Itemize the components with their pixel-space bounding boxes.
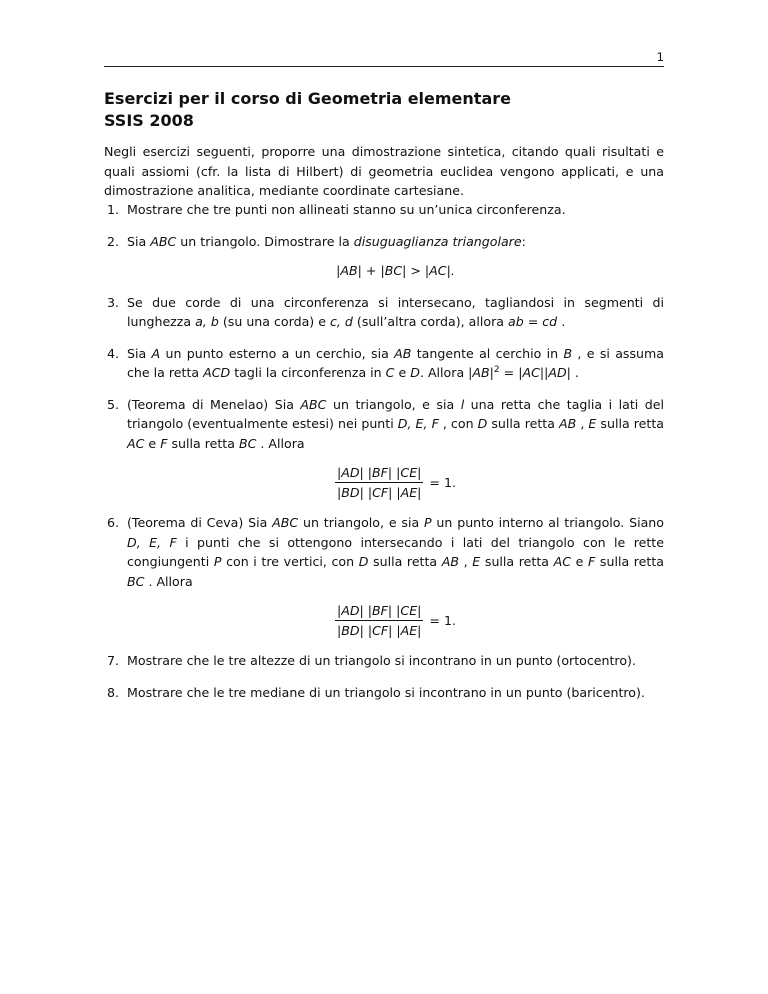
exercise-text-part: , con [438,416,478,431]
exercise-text-part: e [394,365,411,380]
title-line-1: Esercizi per il corso di Geometria elementare [104,89,511,108]
math-inline: F [160,435,168,451]
fraction-numerator: |AD| |BF| |CE| [335,464,423,483]
math-inline: ABC [150,233,177,249]
exercise-8 [104,683,664,703]
fraction [335,602,423,639]
exercise-text-part: sulla retta [487,416,559,431]
math-inline: |AB| [468,365,494,380]
exercise-text-part: , [459,554,473,569]
exercise-6 [104,513,664,639]
exercise-number: 8. [107,684,120,700]
exercise-3 [104,293,664,332]
exercise-text-part: (Teorema di Menelao) Sia [127,396,301,412]
exercise-text-part: un punto interno al triangolo. Siano [431,515,664,530]
math-inline: l [460,396,465,412]
exercise-text-part: e [571,554,589,569]
page-number: 1 [656,50,664,64]
fraction-denominator: |BD| |CF| |AE| [337,485,422,500]
fraction-equation [335,464,456,501]
exercise-text-part: , e si assuma che la retta [127,345,665,380]
math-inline: ABC [300,396,327,412]
math-inline: C [385,365,395,380]
math-inline: = |AC||AD| [499,365,571,380]
exercise-text-part: . Allora [419,365,469,380]
fraction-rhs: = 1. [429,612,456,628]
exercise-text-part: (su una corda) e [218,314,330,329]
exercise-text-part: un triangolo, e sia [326,396,461,412]
math-inline: D, E, F [127,534,177,550]
exercise-text-part: , [576,416,589,431]
exercise-1 [104,200,664,220]
fraction-denominator: |BD| |CF| |AE| [337,623,422,638]
exercise-text-part: con i tre vertici, con [221,554,359,569]
math-inline: AB [441,554,460,569]
fraction-rhs: = 1. [429,474,456,490]
exercise-text-part: sulla retta [595,554,665,569]
exercise-text-part: sulla retta [167,435,239,451]
emphasis-text: disuguaglianza triangolare [353,233,522,249]
exercise-text-part: un punto esterno a un cerchio, sia [160,345,395,361]
exercise-text: Mostrare che le tre altezze di un triangolo si incontrano in un punto (ortocentro). [127,653,636,668]
header-rule [104,66,664,67]
math-inline: D [358,554,369,569]
exercise-5 [104,395,664,502]
exercise-text-part: tagli la circonferenza in [230,365,386,380]
fraction [335,464,423,501]
exercise-text-part: (sull’altra corda), allora [352,314,508,329]
exercise-text-part: sulla retta [480,554,554,569]
intro-paragraph: Negli esercizi seguenti, proporre una dimostrazione sintetica, citando quali risultati e quali assiomi (cfr. la lista di Hilbert) di geometria euclidea vengono applicati, e una dimostrazione analitica, mediante coordinate cartesiane. [104,144,664,198]
exercise-text-part: e [144,435,161,451]
exercise-list [104,200,664,714]
exercise-text: Mostrare che tre punti non allineati stanno su un’unica circonferenza. [127,202,566,217]
math-inline: D, E, F [397,416,439,431]
exercise-number: 7. [107,653,120,668]
fraction-equation [335,602,456,639]
exercise-number: 1. [107,202,120,217]
math-inline: BC [238,435,257,451]
math-inline: AC [553,554,572,569]
math-inline: ab = cd [507,314,558,329]
exercise-7 [104,651,664,671]
math-inline: P [424,515,432,530]
exercise-text-part: Se due corde di una circonferenza si intersecano, tagliandosi in segmenti di lunghezza [127,294,664,329]
exercise-text-part: Sia [127,233,151,249]
exercise-text-part: . [557,314,566,329]
math-inline: P [213,554,222,569]
exercise-text: Mostrare che le tre mediane di un triangolo si incontrano in un punto (baricentro). [127,684,645,700]
math-inline: F [588,554,596,569]
exercise-text-part: una retta che taglia i lati del triangolo (eventualmente estesi) nei punti [127,396,664,431]
math-inline: a, b [195,314,219,329]
fraction-numerator: |AD| |BF| |CE| [335,602,423,621]
math-inline: E [472,554,481,569]
exercise-number: 3. [107,294,120,310]
exercise-text-part: . [570,365,579,380]
exercise-text-part: . Allora [256,435,305,451]
exercise-number: 4. [107,345,120,361]
superscript: 2 [493,364,500,375]
math-inline: BC [127,573,145,589]
exercise-text-part: un triangolo. Dimostrare la [176,233,354,249]
title-line-2: SSIS 2008 [104,111,194,130]
exercise-text-part: i punti che si ottengono intersecando i lati del triangolo con le rette congiungenti [127,534,664,569]
exercise-2 [104,232,664,281]
exercise-text-part: Sia [127,345,152,361]
display-equation [127,601,664,639]
math-inline: D [410,365,420,380]
math-inline: B [563,345,573,361]
display-equation [127,463,664,501]
document-title [104,88,511,132]
math-inline: A [151,345,161,361]
exercise-text-part: (Teorema di Ceva) Sia [127,515,273,530]
exercise-number: 2. [107,233,120,249]
exercise-4 [104,344,664,383]
math-inline: AB [559,416,577,431]
exercise-text-part: tangente al cerchio in [411,345,564,361]
math-inline: D [477,416,488,431]
math-inline: c, d [329,314,353,329]
math-inline: AB [394,345,412,361]
exercise-number: 6. [107,515,120,530]
exercise-text-part: sulla retta [368,554,442,569]
exercise-text-part: : [521,233,526,249]
math-inline: ABC [272,515,299,530]
math-inline: AC [127,435,145,451]
exercise-text-part: un triangolo, e sia [298,515,424,530]
exercise-number: 5. [107,396,120,412]
display-equation: |AB| + |BC| > |AC|. [336,263,455,278]
exercise-text-part: sulla retta [596,416,664,431]
math-inline: E [588,416,597,431]
math-inline: ACD [203,365,231,380]
exercise-text-part: . Allora [144,573,193,589]
